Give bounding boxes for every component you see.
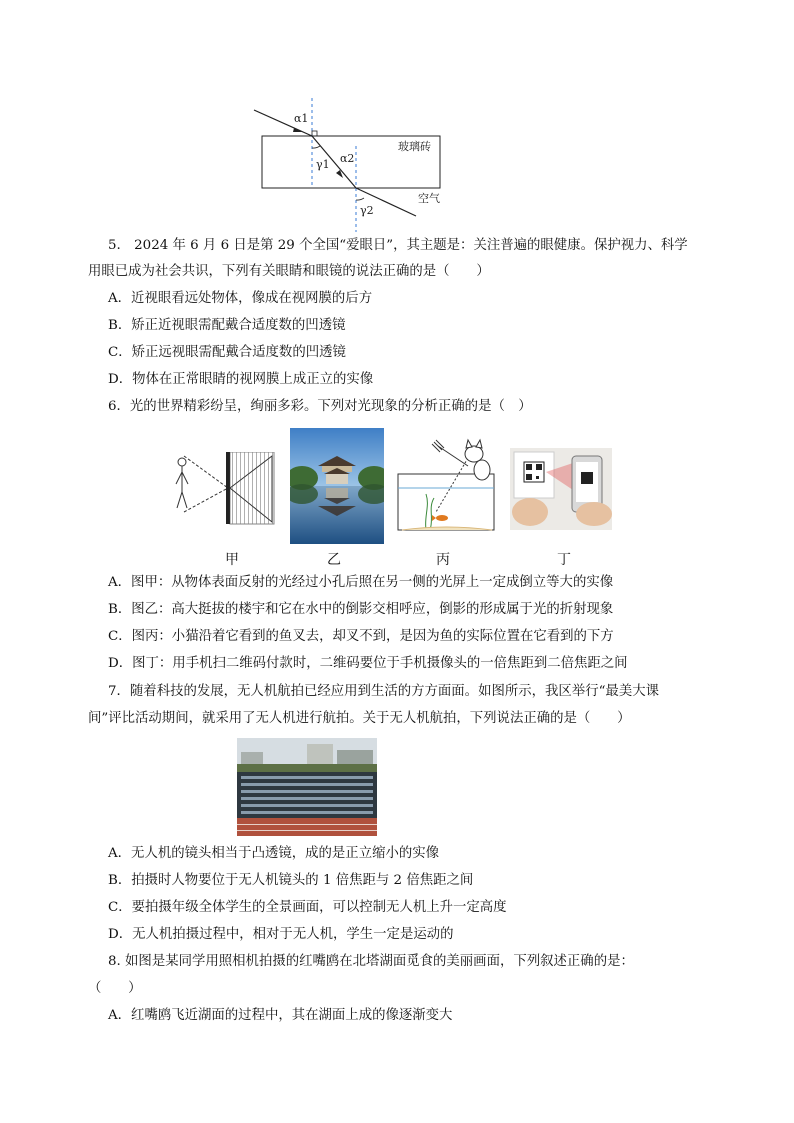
option-7c: C．要拍摄年级全体学生的全景画面，可以控制无人机上升一定高度: [108, 900, 507, 915]
option-6d: D．图丁：用手机扫二维码付款时，二维码要位于手机摄像头的一倍焦距到二倍焦距之间: [108, 656, 628, 671]
incident-arrow: [293, 128, 302, 132]
question-7-line2: [88, 710, 708, 728]
question-5-line2: 用眼已成为社会共识，下列有关眼睛和眼镜的说法正确的是（ ）: [88, 264, 490, 279]
option-6b: B．图乙：高大挺拔的楼宇和它在水中的倒影交相呼应，倒影的形成属于光的折射现象: [108, 602, 614, 617]
option-6a: A．图甲：从物体表面反射的光经过小孔后照在另一侧的光屏上一定成倒立等大的实像: [108, 575, 614, 590]
caption-yi: 乙: [327, 552, 341, 568]
angle-arc: [356, 198, 364, 200]
screen: [230, 452, 274, 524]
glass-label: 玻璃砖: [398, 140, 431, 153]
angle-label: α2: [340, 152, 355, 165]
light-ray: [184, 488, 228, 512]
cat-fish-figure: [396, 436, 498, 532]
question-7-line1: 7．随着科技的发展，无人机航拍已经应用到生活的方方面面。如图所示，我区举行“最美大课: [108, 684, 659, 699]
drone-aerial-photo: [237, 738, 377, 836]
caption-bing: 丙: [436, 552, 450, 568]
option-7d: D．无人机拍摄过程中，相对于无人机，学生一定是运动的: [108, 927, 454, 942]
angle-arc: [312, 146, 320, 148]
question-8-bracket: （ ）: [88, 981, 142, 996]
option-5d: D．物体在正常眼睛的视网膜上成正立的实像: [108, 372, 374, 387]
qr-scan-photo: [510, 448, 612, 530]
option-5a: A．近视眼看远处物体，像成在视网膜的后方: [108, 291, 373, 306]
fishing-spear: [438, 446, 468, 466]
right-angle-mark: [312, 131, 317, 136]
light-ray: [184, 456, 228, 488]
option-8a: A．红嘴鸥飞近湖面的过程中，其在湖面上成的像逐渐变大: [108, 1008, 453, 1023]
refraction-figure: [250, 96, 450, 236]
fish-icon: [436, 515, 448, 521]
question-5-stem: [88, 237, 708, 255]
question-7-line2-text: 间”评比活动期间，就采用了无人机进行航拍。关于无人机航拍，下列说法正确的是（ ）: [88, 711, 631, 726]
caption-ding: 丁: [557, 552, 571, 568]
option-7b: B．拍摄时人物要位于无人机镜头的 1 倍焦距与 2 倍焦距之间: [108, 873, 474, 888]
air-label: 空气: [418, 192, 440, 205]
angle-label: γ2: [360, 204, 374, 217]
pavilion-photo: [290, 428, 384, 544]
option-5c: C．矫正远视眼需配戴合适度数的凹透镜: [108, 345, 346, 360]
option-6c: C．图丙：小猫沿着它看到的鱼叉去，却叉不到，是因为鱼的实际位置在它看到的下方: [108, 629, 614, 644]
question-6-stem: 6．光的世界精彩纷呈，绚丽多彩。下列对光现象的分析正确的是（ ）: [108, 399, 532, 414]
question-8-line1: 8. 如图是某同学用照相机拍摄的红嘴鸥在北塔湖面觅食的美丽画面，下列叙述正确的是：: [108, 954, 634, 969]
pinhole-figure: [172, 452, 276, 526]
angle-label: γ1: [316, 158, 330, 171]
angle-label: α1: [294, 112, 309, 125]
person-icon: [176, 458, 188, 508]
question-5-line1: 5. 2024 年 6 月 6 日是第 29 个全国“爱眼日”，其主题是：关注普遍的眼健康。保护视力、科学: [108, 238, 688, 253]
option-7a: A．无人机的镜头相当于凸透镜，成的是正立缩小的实像: [108, 846, 440, 861]
question-5-stem-cont: [88, 263, 708, 281]
option-5b: B．矫正近视眼需配戴合适度数的凹透镜: [108, 318, 346, 333]
fish-tank: [398, 474, 494, 530]
caption-jia: 甲: [225, 552, 239, 568]
question-8-line2: [88, 980, 708, 998]
